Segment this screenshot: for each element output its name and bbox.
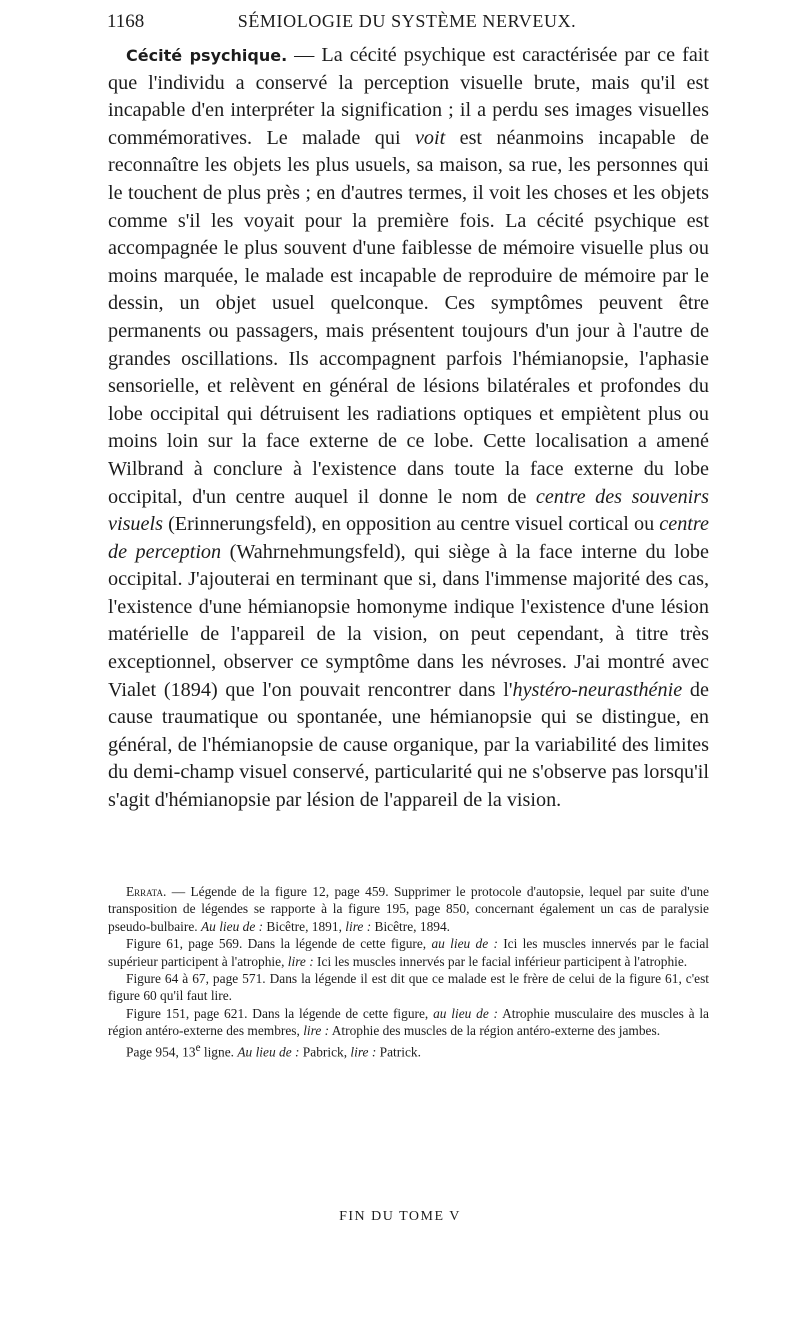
italic-term: lire : [287, 953, 314, 969]
italic-term: au lieu de : [433, 1005, 499, 1021]
text-segment: Pabrick, [299, 1044, 351, 1060]
italic-term: Au lieu de : [200, 918, 264, 934]
section-title: Cécité psychique. [126, 46, 288, 65]
errata-item [108, 1005, 709, 1040]
italic-term: hystéro-neurasthénie [512, 678, 683, 701]
italic-term: centre de perception [108, 513, 709, 563]
end-of-volume: FIN DU TOME V [339, 1209, 461, 1224]
text-segment: est néanmoins incapable de reconnaître les objets les plus usuels, sa maison, sa rue, les personnes qui le touchent de plus près ; en d'autres termes, il voit les choses et les objets comme s'il les voyait pour la première fois. La cécité psychique est accompagnée le plus souvent d'une faiblesse de mémoire visuelle plus ou moins marquée, le malade est incapable de reproduire de mémoire par le dessin, un objet usuel quelconque. Ces symptômes peuvent être permanents ou passagers, mais présentent toujours d'un jour à l'autre de grandes oscillations. Ils accompagnent parfois l'hémianopsie, l'aphasie sensorielle, et relèvent en général de lésions bilatérales et profondes du lobe occipital qui détruisent les radiations optiques et empiètent plus ou moins loin sur la face externe de ce lobe. Cette localisation a amené Wilbrand à conclure à l'existence dans toute la face externe du lobe occipital, d'un centre auquel il donne le nom de [108, 126, 710, 508]
italic-term: Au lieu de : [237, 1044, 300, 1060]
text-segment: Ici les muscles innervés par le facial supérieur participent à l'atrophie, [108, 936, 709, 969]
text-segment: Figure 151, page 621. Dans la légende de cette figure, [126, 1005, 434, 1021]
text-segment: Bicêtre, 1894. [371, 918, 451, 934]
errata-heading: Errata. [126, 884, 167, 899]
errata-item [108, 883, 709, 935]
italic-term: lire : [350, 1044, 377, 1060]
text-segment: de cause traumatique ou spontanée, une hémianopsie qui se distingue, en général, de l'hémianopsie de cause organique, par la variabilité des limites du demi-champ visuel conservé, particularité qui ne s'observe pas lorsqu'il s'agit d'hémianopsie par lésion de l'appareil de la vision. [108, 678, 709, 812]
text-segment: — Légende de la figure 12, page 459. Supprimer le protocole d'autopsie, lequel par suite d'une transposition de légendes se rapporte à la figure 195, page 850, concernant également un cas de paralysie pseudo-bulbaire. [108, 884, 709, 934]
text-segment: Page 954, 13 [126, 1044, 196, 1060]
text-segment: Patrick. [376, 1044, 421, 1060]
superscript: e [195, 1041, 201, 1054]
italic-term: lire : [345, 918, 372, 934]
text-segment: — La cécité psychique est caractérisée par ce fait que l'individu a conservé la perception visuelle brute, mais qu'il est incapable d'en interpréter la signification ; il a perdu ses images visuelles commémoratives. Le malade qui [108, 44, 710, 149]
text-segment: Figure 61, page 569. Dans la légende de cette figure, [126, 936, 432, 952]
italic-term: centre des souvenirs visuels [108, 485, 709, 536]
errata-item [108, 1040, 709, 1061]
paragraph-cecite-psychique [108, 42, 709, 815]
errata-item [108, 935, 709, 970]
italic-term: voit [414, 126, 446, 149]
errata-item: Figure 64 à 67, page 571. Dans la légende il est dit que ce malade est le frère de celui de la figure 61, c'est figure 60 qu'il faut lire. [108, 971, 709, 1004]
italic-term: lire : [303, 1023, 330, 1039]
errata-section [108, 883, 709, 1061]
text-segment: Atrophie des muscles de la région antéro-externe des jambes. [329, 1023, 661, 1039]
text-segment: Bicêtre, 1891, [263, 918, 346, 934]
text-segment: ligne. [200, 1044, 238, 1060]
italic-term: au lieu de : [431, 936, 498, 952]
running-title: SÉMIOLOGIE DU SYSTÈME NERVEUX. [237, 11, 577, 31]
text-segment: (Wahrnehmungsfeld), qui siège à la face interne du lobe occipital. J'ajouterai en terminant que si, dans l'immense majorité des cas, l'existence d'une hémianopsie homonyme indique l'existence d'une lésion matérielle de l'appareil de la vision, on peut cependant, à titre très exceptionnel, observer ce symptôme dans les névroses. J'ai montré avec Vialet (1894) que l'on pouvait rencontrer dans l' [108, 540, 709, 701]
text-segment: Ici les muscles innervés par le facial inférieur participent à l'atrophie. [313, 953, 688, 969]
page-header [107, 11, 707, 35]
main-text [108, 42, 709, 815]
text-segment: Atrophie musculaire des muscles à la région antéro-externe des membres, [108, 1005, 709, 1039]
text-segment: (Erinnerungsfeld), en opposition au centre visuel cortical ou [162, 513, 660, 536]
page-number: 1168 [107, 11, 145, 32]
